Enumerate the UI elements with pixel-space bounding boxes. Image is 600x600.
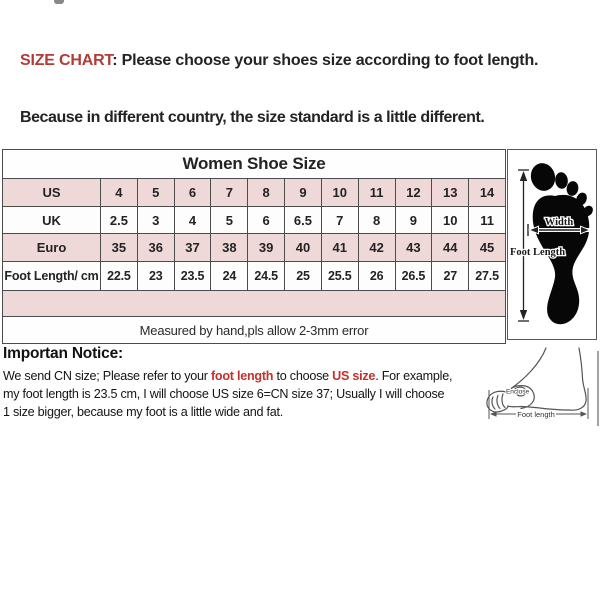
page-title-accent: SIZE CHART: [20, 52, 113, 69]
size-cell: 37: [174, 234, 211, 262]
size-cell: 11: [358, 179, 395, 207]
table-footnote: Measured by hand,pls allow 2-3mm error: [3, 317, 506, 344]
size-cell: 26: [358, 262, 395, 291]
size-cell: 22.5: [101, 262, 138, 291]
size-cell: 3: [137, 207, 174, 234]
footprint-shape: [528, 160, 595, 324]
side-foot-diagram: [470, 346, 600, 434]
size-cell: 27: [432, 262, 469, 291]
size-cell: 6: [248, 207, 285, 234]
arrowhead-down: [520, 310, 527, 320]
size-cell: 42: [358, 234, 395, 262]
size-cell: 9: [395, 207, 432, 234]
size-cell: 23: [137, 262, 174, 291]
size-cell: 7: [211, 179, 248, 207]
artifact-mark: [54, 0, 64, 4]
notice-title: Importan Notice:: [3, 345, 123, 362]
size-cell: 8: [358, 207, 395, 234]
notice-line-1: [3, 367, 452, 385]
width-label: Width: [544, 217, 574, 228]
page-subtitle: Because in different country, the size standard is a little different.: [20, 109, 485, 126]
size-cell: 6.5: [285, 207, 322, 234]
size-cell: 26.5: [395, 262, 432, 291]
enclose-label: Enclose: [505, 388, 530, 396]
footprint-icon: [508, 150, 596, 339]
important-notice: [3, 345, 452, 421]
size-cell: 11: [469, 207, 506, 234]
arrowhead-up: [520, 171, 527, 181]
table-footnote-row: [3, 317, 506, 344]
size-cell: 24: [211, 262, 248, 291]
size-cell: 4: [174, 207, 211, 234]
spacer-cell: [3, 291, 506, 317]
size-cell: 5: [211, 207, 248, 234]
row-label: Foot Length/ cm: [3, 262, 101, 291]
notice-line-3: 1 size bigger, because my foot is a little wide and fat.: [3, 405, 284, 419]
size-cell: 23.5: [174, 262, 211, 291]
size-cell: 24.5: [248, 262, 285, 291]
arrowhead-right: [581, 411, 588, 417]
size-cell: 39: [248, 234, 285, 262]
footprint-diagram: [507, 149, 597, 340]
size-cell: 7: [321, 207, 358, 234]
size-cell: 41: [321, 234, 358, 262]
size-cell: 25.5: [321, 262, 358, 291]
row-label: UK: [3, 207, 101, 234]
size-cell: 25: [285, 262, 322, 291]
notice-highlight-foot-length: foot length: [210, 369, 274, 383]
notice-text: to choose: [273, 369, 333, 383]
size-cell: 4: [101, 179, 138, 207]
size-cell: 27.5: [469, 262, 506, 291]
notice-text: We send CN size; Please refer to your: [3, 369, 211, 383]
notice-highlight-us-size: US size: [332, 369, 376, 383]
size-row-us: [3, 179, 506, 207]
size-cell: 14: [469, 179, 506, 207]
foot-length-arrow: [518, 170, 529, 321]
size-cell: 9: [285, 179, 322, 207]
side-foot-length-label: Foot length: [517, 409, 555, 419]
page-title: [20, 52, 538, 70]
size-cell: 13: [432, 179, 469, 207]
size-chart-table: [2, 149, 506, 344]
size-cell: 44: [432, 234, 469, 262]
notice-line-2: my foot length is 23.5 cm, I will choose US size 6=CN size 37; Usually I will choose: [3, 387, 445, 401]
size-cell: 5: [137, 179, 174, 207]
table-title: Women Shoe Size: [3, 150, 506, 179]
row-label: US: [3, 179, 101, 207]
size-row-footlength: [3, 262, 506, 291]
size-row-euro: [3, 234, 506, 262]
size-cell: 6: [174, 179, 211, 207]
side-foot-icon: [470, 346, 600, 434]
size-cell: 10: [321, 179, 358, 207]
spacer-row: [3, 291, 506, 317]
foot-length-label: Foot Length: [510, 247, 566, 258]
size-cell: 45: [469, 234, 506, 262]
size-cell: 10: [432, 207, 469, 234]
size-cell: 35: [101, 234, 138, 262]
page-title-rest: : Please choose your shoes size according to foot length.: [112, 52, 539, 69]
size-row-uk: [3, 207, 506, 234]
size-cell: 38: [211, 234, 248, 262]
size-cell: 36: [137, 234, 174, 262]
table-title-row: [3, 150, 506, 179]
size-cell: 43: [395, 234, 432, 262]
size-cell: 8: [248, 179, 285, 207]
notice-text: . For example,: [375, 369, 453, 383]
row-label: Euro: [3, 234, 101, 262]
foot-outline: [487, 348, 586, 412]
size-cell: 40: [285, 234, 322, 262]
size-cell: 2.5: [101, 207, 138, 234]
size-cell: 12: [395, 179, 432, 207]
